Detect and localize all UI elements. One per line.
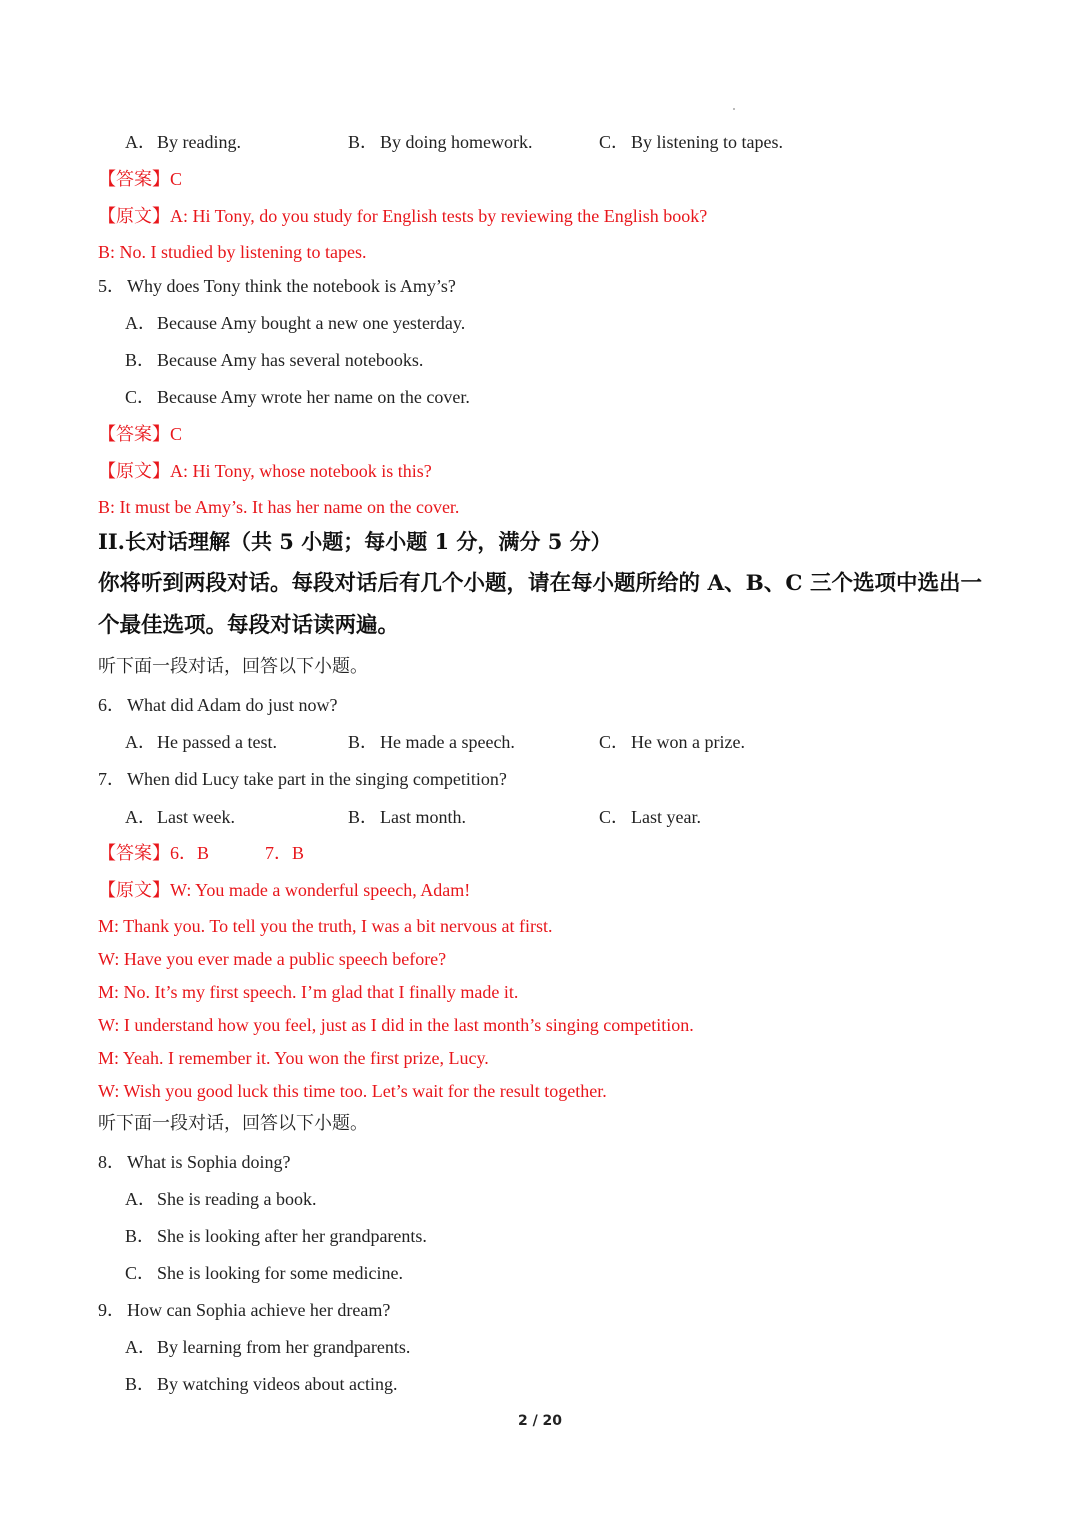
question-text: Why does Tony think the notebook is Amy’s? (127, 276, 456, 296)
option-text: He won a prize. (631, 732, 745, 752)
dialogue-transcript-line (98, 878, 470, 903)
q4-option-c (599, 130, 783, 154)
q5-option-c (125, 385, 470, 409)
q6-option-b (348, 730, 515, 754)
option-letter: C． (125, 387, 156, 407)
option-text: Last month. (380, 807, 466, 827)
dialogue-transcript-line: M: No. It’s my first speech. I’m glad that I finally made it. (98, 982, 519, 1002)
option-letter: C． (599, 132, 630, 152)
transcript-label: 【原文】 (98, 206, 170, 227)
dialogue-transcript-line: M: Yeah. I remember it. You won the first prize, Lucy. (98, 1048, 489, 1068)
option-text: She is reading a book. (157, 1189, 317, 1209)
transcript-text: A: Hi Tony, whose notebook is this? (170, 461, 432, 481)
q6-option-c (599, 730, 745, 754)
q7-option-a (125, 805, 235, 829)
option-letter: A． (125, 132, 156, 152)
dialogue-intro: 听下面一段对话，回答以下小题。 (98, 656, 368, 677)
section-heading: II.长对话理解（共 5 小题；每小题 1 分，满分 5 分） (98, 529, 612, 554)
question-text: How can Sophia achieve her dream? (127, 1300, 391, 1320)
section-instruction: 你将听到两段对话。每段对话后有几个小题，请在每小题所给的 A、B、C 三个选项中选出一 (98, 571, 982, 596)
option-letter: B． (348, 732, 379, 752)
q9-option-b (125, 1372, 397, 1396)
question-text: When did Lucy take part in the singing competition? (127, 769, 507, 789)
option-letter: B． (348, 807, 379, 827)
q5-answer (98, 422, 182, 447)
answer-value: 7．B (265, 843, 305, 863)
option-letter: B． (125, 1226, 156, 1246)
answer-value: C (170, 169, 183, 189)
q67-answer (98, 841, 304, 866)
q8-option-c (125, 1261, 403, 1285)
transcript-label: 【原文】 (98, 461, 170, 482)
q5-option-a (125, 311, 465, 335)
dialogue-transcript-line: M: Thank you. To tell you the truth, I was a bit nervous at first. (98, 916, 553, 936)
dialogue-transcript-line: W: Wish you good luck this time too. Let’s wait for the result together. (98, 1081, 607, 1101)
question-number: 8． (98, 1152, 125, 1172)
option-text: He made a speech. (380, 732, 515, 752)
option-letter: A． (125, 807, 156, 827)
q5-transcript-line (98, 459, 432, 484)
option-text: He passed a test. (157, 732, 277, 752)
answer-label: 【答案】 (98, 424, 170, 445)
question-number: 6． (98, 695, 125, 715)
option-letter: C． (599, 732, 630, 752)
option-letter: C． (125, 1263, 156, 1283)
q8-option-a (125, 1187, 316, 1211)
dialogue-transcript-line: W: Have you ever made a public speech before? (98, 949, 447, 969)
option-text: Last week. (157, 807, 235, 827)
question-text: What did Adam do just now? (127, 695, 338, 715)
transcript-label: 【原文】 (98, 880, 170, 901)
option-letter: A． (125, 732, 156, 752)
answer-label: 【答案】 (98, 169, 170, 190)
option-text: Last year. (631, 807, 701, 827)
option-letter: B． (125, 1374, 156, 1394)
option-letter: C． (599, 807, 630, 827)
q4-answer (98, 167, 182, 192)
option-letter: B． (125, 350, 156, 370)
option-text: Because Amy wrote her name on the cover. (157, 387, 470, 407)
q7-question (98, 767, 507, 791)
transcript-text: W: You made a wonderful speech, Adam! (170, 880, 471, 900)
option-letter: B． (348, 132, 379, 152)
option-text: Because Amy has several notebooks. (157, 350, 424, 370)
question-number: 9． (98, 1300, 125, 1320)
q6-option-a (125, 730, 277, 754)
option-letter: A． (125, 1337, 156, 1357)
stray-mark (733, 108, 735, 110)
q6-question (98, 693, 337, 717)
option-text: By watching videos about acting. (157, 1374, 398, 1394)
dialogue-transcript-line: W: I understand how you feel, just as I did in the last month’s singing competition. (98, 1015, 694, 1035)
option-text: Because Amy bought a new one yesterday. (157, 313, 466, 333)
q4-option-b (348, 130, 533, 154)
q8-question (98, 1150, 290, 1174)
option-text: By listening to tapes. (631, 132, 783, 152)
option-letter: A． (125, 1189, 156, 1209)
q8-option-b (125, 1224, 427, 1248)
option-letter: A． (125, 313, 156, 333)
q9-question (98, 1298, 390, 1322)
q4-transcript-line (98, 204, 707, 229)
question-number: 7． (98, 769, 125, 789)
dialogue-intro: 听下面一段对话，回答以下小题。 (98, 1113, 368, 1134)
transcript-text: A: Hi Tony, do you study for English tests by reviewing the English book? (170, 206, 708, 226)
q5-transcript-line: B: It must be Amy’s. It has her name on the cover. (98, 497, 460, 517)
q4-option-a (125, 130, 241, 154)
option-text: By reading. (157, 132, 241, 152)
question-text: What is Sophia doing? (127, 1152, 291, 1172)
answer-label: 【答案】 (98, 843, 170, 864)
q4-transcript-line: B: No. I studied by listening to tapes. (98, 242, 367, 262)
question-number: 5． (98, 276, 125, 296)
q7-option-c (599, 805, 701, 829)
answer-value: 6．B (170, 843, 210, 863)
option-text: She is looking for some medicine. (157, 1263, 403, 1283)
section-instruction: 个最佳选项。每段对话读两遍。 (98, 613, 400, 638)
option-text: She is looking after her grandparents. (157, 1226, 427, 1246)
option-text: By learning from her grandparents. (157, 1337, 411, 1357)
page-number: 2 / 20 (517, 1413, 563, 1429)
q7-option-b (348, 805, 466, 829)
answer-value: C (170, 424, 183, 444)
option-text: By doing homework. (380, 132, 533, 152)
q9-option-a (125, 1335, 410, 1359)
q5-question (98, 274, 456, 298)
q5-option-b (125, 348, 423, 372)
